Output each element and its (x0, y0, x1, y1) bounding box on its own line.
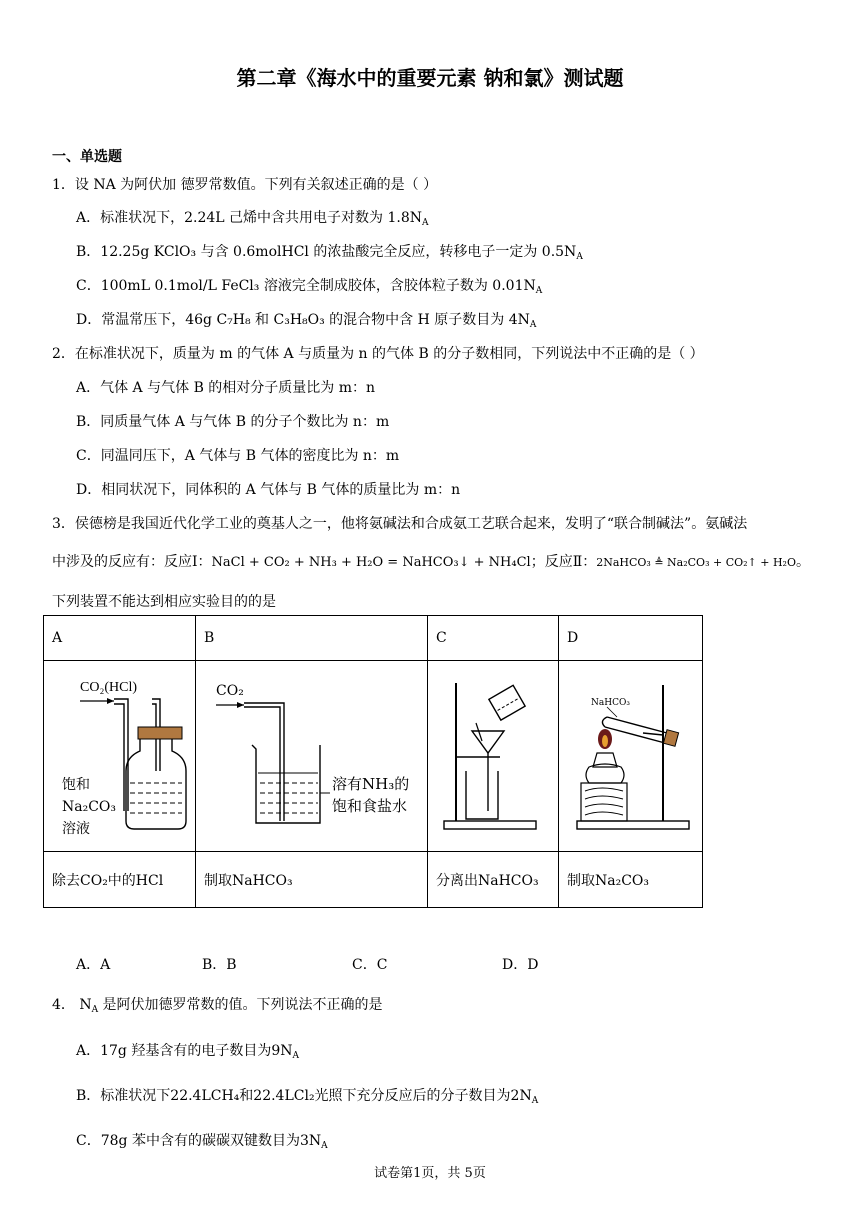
gas-washing-bottle-figure (52, 661, 195, 851)
caption-a: 除去CO₂中的HCl (44, 852, 196, 908)
caption-c: 分离出NaHCO₃ (428, 852, 559, 908)
figure-b-gas-label: CO₂ (216, 683, 244, 699)
question-4-option-a[interactable]: A．17g 羟基含有的电子数目为$9N_A$ (76, 1043, 299, 1061)
question-2-option-a[interactable]: A．气体 A 与气体 B 的相对分子质量比为 m：n (76, 380, 376, 396)
question-4-option-c[interactable]: C．78g 苯中含有的碳碳双键数目为$3N_A$ (76, 1133, 328, 1151)
question-3-option-d[interactable]: D．D (502, 957, 539, 973)
figure-b-solution-label-1: 溶有NH₃的 (332, 775, 410, 793)
question-3-option-b[interactable]: B．B (202, 957, 237, 973)
question-4-option-b[interactable]: B．标准状况下22.4LCH₄和22.4LCl₂光照下充分反应后的分子数目为$2N_A$ (76, 1088, 539, 1106)
reaction-2: 2NaHCO₃ ≜ Na₂CO₃ + CO₂↑ + H₂O (596, 556, 796, 569)
question-4-stem: 4． $N_A$ 是阿伏加德罗常数的值。下列说法不正确的是 (52, 997, 383, 1015)
table-header-c: C (428, 616, 559, 661)
question-3-stem-line1: 3．侯德榜是我国近代化学工业的奠基人之一，他将氨碱法和合成氨工艺联合起来，发明了“联合制碱法”。氨碱法 (52, 516, 748, 532)
apparatus-table (43, 615, 703, 908)
filtration-figure (436, 661, 558, 851)
question-3-option-a[interactable]: A．A (76, 957, 111, 973)
figure-a-gas-label: CO₂(HCl) (80, 680, 137, 695)
figure-c-cell (428, 661, 559, 852)
question-2-option-b[interactable]: B．同质量气体 A 与气体 B 的分子个数比为 n：m (76, 414, 390, 430)
figure-a-solution-label-2: Na₂CO₃ (62, 799, 117, 815)
question-3-stem-line2: 中涉及的反应有：反应Ⅰ：NaCl + CO₂ + NH₃ + H₂O = NaHCO₃↓ + NH₄Cl；反应Ⅱ：2NaHCO₃ ≜ Na₂CO₃ + CO₂↑ + H₂O。 (52, 554, 810, 570)
table-header-a: A (44, 616, 196, 661)
figure-a-cell (44, 661, 196, 852)
question-1-option-a[interactable]: A．标准状况下，2.24L 己烯中含共用电子对数为 $1.8N_A$ (76, 210, 429, 228)
figure-a-solution-label-1: 饱和 (62, 777, 90, 793)
figure-a-solution-label-3: 溶液 (62, 821, 90, 837)
question-1-option-c[interactable]: C．100mL 0.1mol/L FeCl₃ 溶液完全制成胶体，含胶体粒子数为 $0.01N_A$ (76, 278, 543, 296)
reaction-1: NaCl + CO₂ + NH₃ + H₂O = NaHCO₃↓ + NH₄Cl (211, 555, 531, 570)
question-2-stem: 2．在标准状况下，质量为 m 的气体 A 与质量为 n 的气体 B 的分子数相同，下列说法中不正确的是（ ） (52, 346, 704, 362)
figure-b-solution-label-2: 饱和食盐水 (332, 797, 408, 815)
figure-d-label: NaHCO₃ (591, 698, 630, 708)
question-3-stem-line3: 下列装置不能达到相应实验目的的是 (52, 594, 276, 610)
table-header-b: B (196, 616, 428, 661)
beaker-bubbling-figure (204, 661, 427, 851)
caption-b: 制取NaHCO₃ (196, 852, 428, 908)
heating-test-tube-figure (567, 661, 702, 851)
figure-b-cell (196, 661, 428, 852)
caption-d: 制取Na₂CO₃ (559, 852, 703, 908)
question-1-option-b[interactable]: B．12.25g KClO₃ 与含 0.6molHCl 的浓盐酸完全反应，转移电子一定为 $0.5N_A$ (76, 244, 583, 262)
question-1-option-d[interactable]: D．常温常压下，46g C₇H₈ 和 C₃H₈O₃ 的混合物中含 H 原子数目为 $4N_A$ (76, 312, 537, 330)
question-2-option-c[interactable]: C．同温同压下，A 气体与 B 气体的密度比为 n：m (76, 448, 400, 464)
question-3-option-c[interactable]: C．C (352, 957, 388, 973)
question-2-option-d[interactable]: D．相同状况下，同体积的 A 气体与 B 气体的质量比为 m：n (76, 482, 461, 498)
figure-d-cell (559, 661, 703, 852)
table-header-d: D (559, 616, 703, 661)
page-title: 第二章《海水中的重要元素 钠和氯》测试题 (236, 66, 624, 90)
question-1-stem: 1．设 NA 为阿伏加 德罗常数值。下列有关叙述正确的是（ ） (52, 177, 438, 193)
page-footer: 试卷第1页，共 5页 (374, 1166, 486, 1181)
section-heading: 一、单选题 (52, 149, 122, 165)
